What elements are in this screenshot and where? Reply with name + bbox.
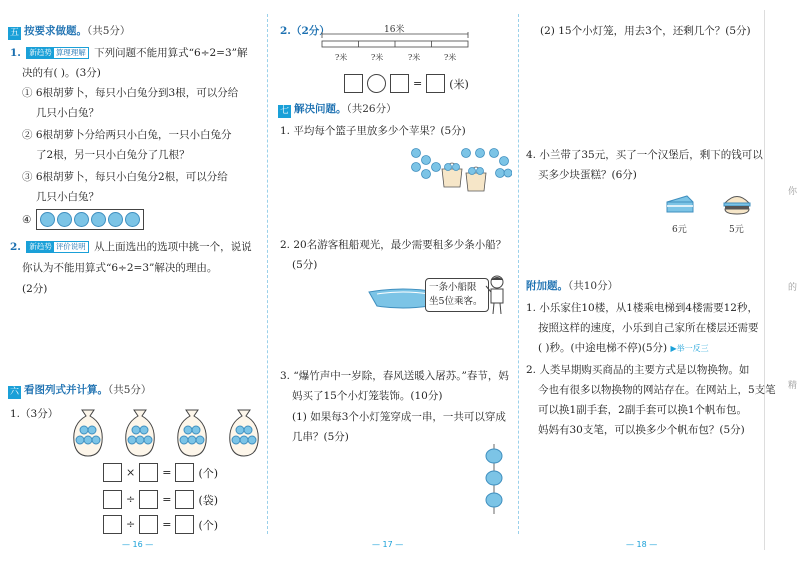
question-5-2 bbox=[10, 240, 252, 254]
total-length-label: 16米 bbox=[384, 25, 405, 35]
unit-label: (米) bbox=[449, 77, 469, 91]
question-7-1: 1. 平均每个篮子里放多少个苹果？(5分) bbox=[280, 125, 466, 137]
segment-diagram bbox=[320, 32, 470, 52]
operator: = bbox=[413, 77, 423, 90]
bubble-text: 一条小船限 bbox=[429, 282, 477, 293]
sub-question-2: (2) 15个小灯笼，用去3个，还剩几个？(5分) bbox=[540, 25, 751, 37]
option-1: ① 6根胡萝卜，每只小白兔分到3根，可以分给 bbox=[22, 87, 239, 99]
answer-box[interactable] bbox=[175, 463, 194, 482]
answer-box[interactable] bbox=[344, 74, 363, 93]
question-number: 1. bbox=[10, 47, 21, 59]
tag-label: 新趋势 bbox=[29, 242, 52, 251]
section-title: 按要求做题。 bbox=[24, 25, 87, 37]
question-text: 按照这样的速度，小乐到自己家所在楼层还需要 bbox=[538, 322, 759, 334]
option-1-cont: 几只小白兔？ bbox=[36, 107, 99, 119]
option-3-cont: 几只小白兔？ bbox=[36, 191, 99, 203]
section-7-header bbox=[278, 102, 397, 118]
margin-char: 精 bbox=[788, 381, 798, 391]
section-5-header bbox=[8, 24, 130, 40]
section-title: 解决问题。 bbox=[294, 103, 347, 115]
section-points: （共5分） bbox=[108, 384, 152, 396]
sub-question-1: (1) 如果每3个小灯笼穿成一串，一共可以穿成 bbox=[292, 411, 506, 423]
segment-label: ?米 bbox=[335, 53, 348, 62]
option-3: ③ 6根胡萝卜，每只小白兔分2根，可以分给 bbox=[22, 171, 228, 183]
unit-label: (个) bbox=[198, 466, 219, 480]
burger-icon bbox=[722, 192, 752, 216]
apples-baskets-illustration bbox=[408, 143, 512, 193]
tag-label: 算理理解 bbox=[55, 48, 86, 57]
circle-icon bbox=[40, 212, 55, 227]
burger-price: 5元 bbox=[729, 225, 744, 235]
question-text: 从上面选出的选项中挑一个，说说 bbox=[94, 241, 252, 253]
section-points: （共10分） bbox=[568, 280, 619, 292]
tag-label: 新趋势 bbox=[29, 48, 52, 57]
answer-box[interactable] bbox=[175, 515, 194, 534]
question-text: 下列问题不能用算式“6÷2=3”解 bbox=[94, 47, 248, 59]
question-number: 2. bbox=[10, 241, 21, 253]
margin-char: 你 bbox=[788, 187, 798, 197]
operator: = bbox=[162, 493, 172, 506]
question-text: 买多少块蛋糕？(6分) bbox=[538, 169, 637, 181]
section-number: 五 bbox=[9, 28, 19, 38]
circle-icon bbox=[125, 212, 140, 227]
answer-box[interactable] bbox=[139, 490, 158, 509]
cake-price: 6元 bbox=[672, 225, 687, 235]
segment-label: ?米 bbox=[444, 53, 457, 62]
section-6-header bbox=[8, 383, 151, 399]
answer-box[interactable] bbox=[103, 490, 122, 509]
equation-row-2 bbox=[103, 490, 218, 509]
operator: × bbox=[126, 466, 136, 479]
segment-equation bbox=[344, 74, 469, 93]
question-text: 可以换1副手套，2副手套可以换1个帆布包。 bbox=[538, 404, 748, 416]
operator: ÷ bbox=[126, 518, 136, 531]
tag-label: 评价说明 bbox=[55, 242, 86, 251]
segment-label: ?米 bbox=[408, 53, 421, 62]
bag-icon bbox=[74, 410, 103, 456]
option-2-cont: 了2根，另一只小白兔分了几根？ bbox=[36, 149, 190, 161]
circle-icon bbox=[108, 212, 123, 227]
question-text: ( )秒。(中途电梯不停)(5分) bbox=[538, 342, 668, 354]
unit-label: (个) bbox=[198, 518, 219, 532]
operator: = bbox=[162, 518, 172, 531]
equation-row-1 bbox=[103, 463, 218, 482]
answer-box[interactable] bbox=[139, 463, 158, 482]
tour-guide-figure bbox=[484, 274, 510, 316]
question-text: 决的有( )。(3分) bbox=[22, 67, 101, 79]
section-number: 七 bbox=[279, 106, 289, 116]
margin-char: 的 bbox=[788, 283, 798, 293]
tag-badge bbox=[26, 241, 89, 253]
extension-tag: ▶举一反三 bbox=[670, 344, 709, 353]
bonus-question-2: 2. 人类早期购买商品的主要方式是以物换物。如 bbox=[526, 364, 750, 376]
cake-icon bbox=[665, 192, 695, 216]
answer-box[interactable] bbox=[103, 515, 122, 534]
speech-bubble bbox=[425, 278, 489, 312]
segment-label: ?米 bbox=[371, 53, 384, 62]
question-7-4: 4. 小兰带了35元，买了一个汉堡后，剩下的钱可以 bbox=[526, 149, 763, 161]
circle-icon bbox=[57, 212, 72, 227]
operator: ÷ bbox=[126, 493, 136, 506]
section-points: （共26分） bbox=[346, 103, 397, 115]
question-text: (5分) bbox=[292, 259, 318, 271]
option-2: ② 6根胡萝卜分给两只小白兔，一只小白兔分 bbox=[22, 129, 232, 141]
question-7-3: 3. “爆竹声中一岁除，春风送暖入屠苏。”春节，妈 bbox=[280, 370, 509, 382]
money-bags-illustration bbox=[70, 402, 290, 462]
section-title: 附加题。 bbox=[526, 280, 568, 292]
circle-icon bbox=[91, 212, 106, 227]
section-title: 看图列式并计算。 bbox=[24, 384, 108, 396]
question-5-1 bbox=[10, 46, 248, 60]
equation-row-3 bbox=[103, 515, 218, 534]
option-4-circles bbox=[36, 209, 144, 230]
question-6-1: 1.（3分） bbox=[10, 408, 59, 420]
question-text: 你认为不能用算式“6÷2=3”解决的理由。 bbox=[22, 262, 218, 274]
bag-icon bbox=[126, 410, 155, 456]
operator-circle[interactable] bbox=[367, 74, 386, 93]
bag-icon bbox=[230, 410, 259, 456]
question-number: 2.（2分） bbox=[280, 25, 330, 37]
question-text: (2分) bbox=[22, 283, 48, 295]
answer-box[interactable] bbox=[103, 463, 122, 482]
option-4: ④ bbox=[22, 214, 32, 226]
page-number: — 17 — bbox=[372, 540, 404, 549]
answer-box[interactable] bbox=[390, 74, 409, 93]
answer-box[interactable] bbox=[175, 490, 194, 509]
tag-badge bbox=[26, 47, 89, 59]
margin-line bbox=[764, 10, 765, 550]
question-7-2: 2. 20名游客租船观光，最少需要租多少条小船？ bbox=[280, 239, 507, 251]
operator: = bbox=[162, 466, 172, 479]
bubble-text: 坐5位乘客。 bbox=[429, 296, 483, 307]
question-text: 妈买了15个小灯笼装饰。(10分) bbox=[292, 390, 443, 402]
bonus-section-header bbox=[526, 279, 618, 293]
answer-box[interactable] bbox=[139, 515, 158, 534]
question-text: 今也有很多以物换物的网站存在。在网站上，5支笔 bbox=[538, 384, 776, 396]
section-number: 六 bbox=[9, 387, 19, 397]
answer-box[interactable] bbox=[426, 74, 445, 93]
question-text: 妈妈有30支笔，可以换多少个帆布包？(5分) bbox=[538, 424, 745, 436]
lantern-string-illustration bbox=[484, 444, 504, 514]
page-number: — 16 — bbox=[122, 540, 154, 549]
page-number: — 18 — bbox=[626, 540, 658, 549]
sub-question-1-cont: 几串？(5分) bbox=[292, 431, 349, 443]
column-divider-2 bbox=[518, 14, 519, 534]
question-text bbox=[538, 341, 709, 356]
bag-icon bbox=[178, 410, 207, 456]
circle-icon bbox=[74, 212, 89, 227]
bonus-question-1: 1. 小乐家住10楼，从1楼乘电梯到4楼需要12秒， bbox=[526, 302, 758, 314]
section-points: （共5分） bbox=[87, 25, 131, 37]
unit-label: (袋) bbox=[198, 493, 219, 507]
